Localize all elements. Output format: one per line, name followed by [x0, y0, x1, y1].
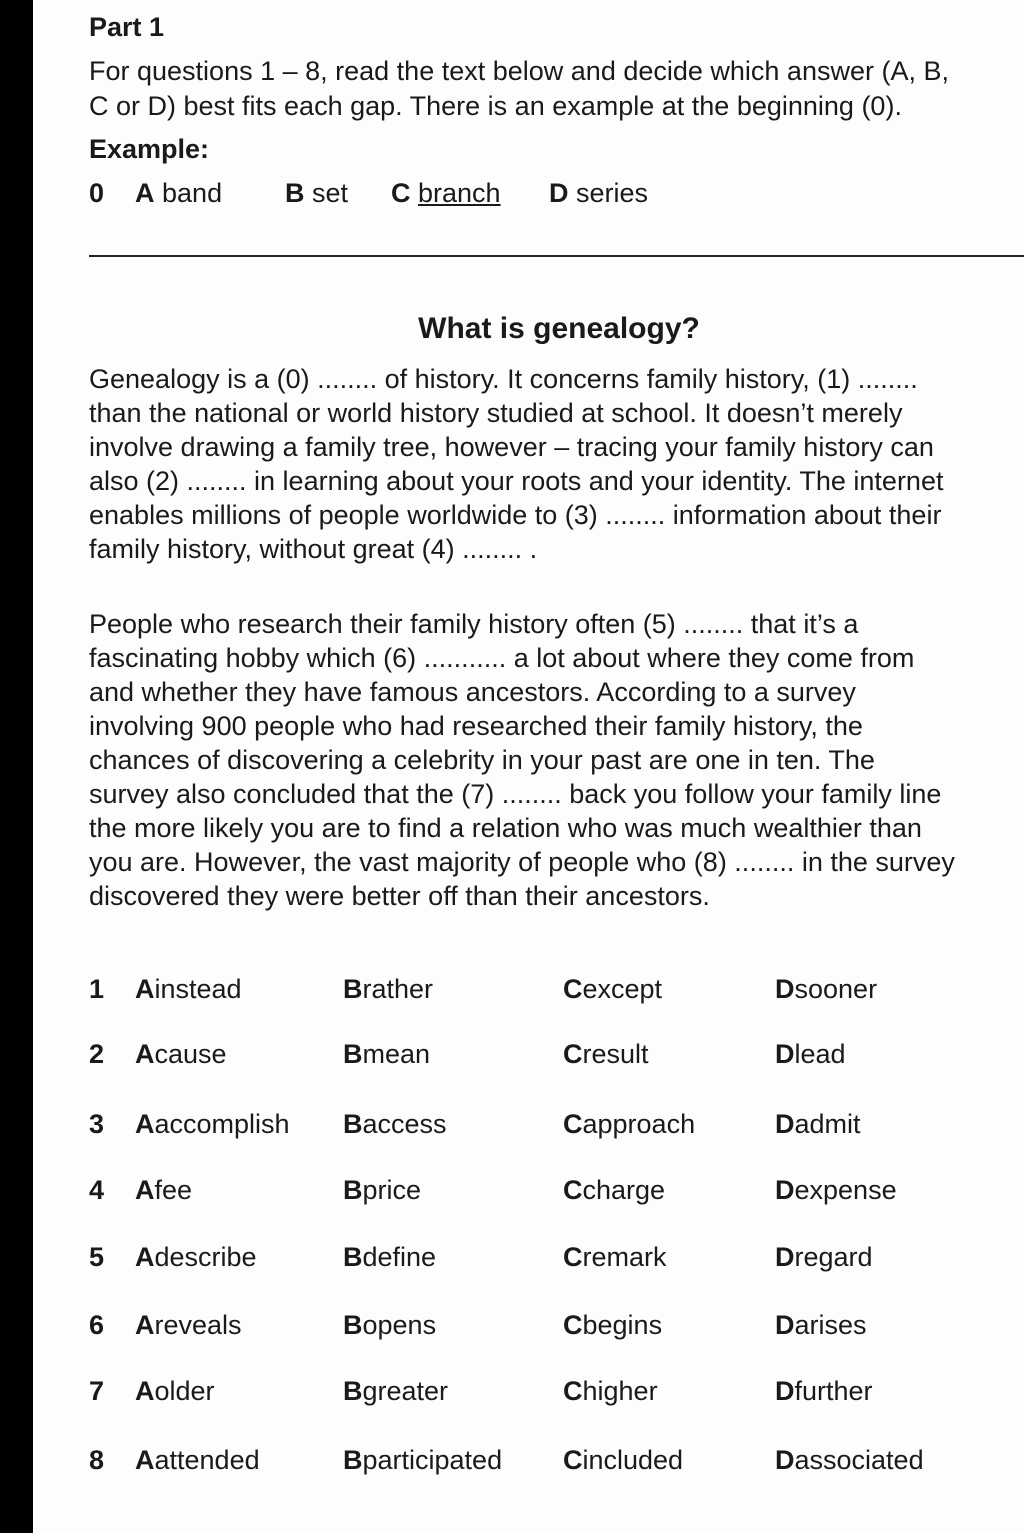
option-d: [775, 1445, 924, 1476]
option-a: [135, 1310, 242, 1341]
option-d: [775, 1242, 873, 1273]
example-option-a-letter: A: [135, 178, 155, 208]
option-text: mean: [362, 1039, 431, 1069]
paragraph-2: [89, 607, 1024, 913]
option-letter: A: [135, 1039, 155, 1069]
example-option-b: [285, 178, 391, 209]
option-a: [135, 1445, 260, 1476]
option-a: [135, 1376, 215, 1407]
option-text: greater: [362, 1376, 449, 1406]
option-a: [135, 974, 242, 1005]
example-option-b-letter: B: [285, 178, 305, 208]
option-letter: C: [563, 1039, 583, 1069]
example-option-d-text: series: [576, 178, 649, 208]
question-number: 2: [89, 1039, 105, 1069]
option-d: [775, 1310, 867, 1341]
option-letter: A: [135, 1310, 155, 1340]
option-c: [563, 1376, 658, 1407]
paragraph-1-line: enables millions of people worldwide to (3) ........ information about their: [89, 500, 942, 530]
option-letter: C: [563, 1376, 583, 1406]
example-option-b-text: set: [312, 178, 349, 208]
option-text: charge: [582, 1175, 666, 1205]
option-letter: D: [775, 1376, 795, 1406]
example-option-c-letter: C: [391, 178, 411, 208]
option-d: [775, 1109, 861, 1140]
option-b: [343, 1039, 431, 1070]
question-number: 7: [89, 1376, 105, 1406]
example-label: Example:: [89, 134, 210, 164]
option-letter: D: [775, 1310, 795, 1340]
question-number: 8: [89, 1445, 105, 1475]
question-number: 5: [89, 1242, 105, 1272]
option-b: [343, 1445, 503, 1476]
option-text: describe: [154, 1242, 257, 1272]
worksheet-page: [33, 0, 1024, 1533]
option-text: except: [582, 974, 663, 1004]
option-c: [563, 1039, 649, 1070]
option-text: opens: [362, 1310, 437, 1340]
option-letter: A: [135, 1175, 155, 1205]
option-text: price: [362, 1175, 422, 1205]
option-text: accomplish: [154, 1109, 290, 1139]
paragraph-2-line: involving 900 people who had researched their family history, the: [89, 711, 863, 741]
example-number: 0: [89, 178, 105, 208]
question-number: 6: [89, 1310, 105, 1340]
option-letter: D: [775, 1242, 795, 1272]
option-d: [775, 1376, 873, 1407]
option-b: [343, 1109, 447, 1140]
option-c: [563, 1175, 666, 1206]
option-text: expense: [794, 1175, 897, 1205]
option-text: participated: [362, 1445, 503, 1475]
paragraph-2-line: discovered they were better off than their ancestors.: [89, 881, 710, 911]
option-text: remark: [582, 1242, 667, 1272]
paragraph-1-line: than the national or world history studied at school. It doesn’t merely: [89, 398, 903, 428]
option-text: define: [362, 1242, 437, 1272]
option-letter: B: [343, 974, 363, 1004]
option-text: rather: [362, 974, 434, 1004]
example-option-c: [391, 178, 549, 209]
text-title: What is genealogy?: [418, 312, 700, 345]
option-letter: C: [563, 1310, 583, 1340]
part-title: Part 1: [89, 12, 165, 42]
option-text: older: [154, 1376, 215, 1406]
option-letter: B: [343, 1039, 363, 1069]
paragraph-1-line: also (2) ........ in learning about your roots and your identity. The internet: [89, 466, 944, 496]
option-a: [135, 1242, 257, 1273]
option-text: further: [794, 1376, 873, 1406]
option-letter: D: [775, 1109, 795, 1139]
example-option-d-letter: D: [549, 178, 569, 208]
option-text: regard: [794, 1242, 873, 1272]
option-letter: B: [343, 1175, 363, 1205]
option-text: associated: [794, 1445, 924, 1475]
option-text: cause: [154, 1039, 227, 1069]
instructions-line-1: For questions 1 – 8, read the text below and decide which answer (A, B,: [89, 56, 949, 86]
option-d: [775, 1039, 846, 1070]
option-letter: A: [135, 1109, 155, 1139]
paragraph-1: [89, 362, 1024, 566]
example-option-d: [549, 178, 648, 209]
instructions: [89, 54, 1024, 124]
option-text: arises: [794, 1310, 867, 1340]
option-a: [135, 1175, 193, 1206]
option-text: attended: [154, 1445, 260, 1475]
option-letter: B: [343, 1310, 363, 1340]
question-number: 4: [89, 1175, 105, 1205]
paragraph-2-line: and whether they have famous ancestors. According to a survey: [89, 677, 856, 707]
paragraph-2-line: you are. However, the vast majority of people who (8) ........ in the survey: [89, 847, 955, 877]
example-option-c-text: branch: [418, 178, 501, 208]
paragraph-2-line: the more likely you are to find a relation who was much wealthier than: [89, 813, 922, 843]
paragraph-2-line: survey also concluded that the (7) ........ back you follow your family line: [89, 779, 942, 809]
option-letter: D: [775, 1039, 795, 1069]
option-letter: C: [563, 974, 583, 1004]
option-letter: D: [775, 974, 795, 1004]
option-c: [563, 974, 663, 1005]
question-number: 3: [89, 1109, 105, 1139]
option-c: [563, 1109, 696, 1140]
option-c: [563, 1445, 684, 1476]
option-letter: C: [563, 1445, 583, 1475]
option-letter: B: [343, 1242, 363, 1272]
option-text: sooner: [794, 974, 878, 1004]
paragraph-1-line: involve drawing a family tree, however – tracing your family history can: [89, 432, 934, 462]
option-letter: A: [135, 974, 155, 1004]
option-a: [135, 1039, 227, 1070]
option-c: [563, 1310, 663, 1341]
option-text: instead: [154, 974, 242, 1004]
option-letter: A: [135, 1242, 155, 1272]
option-letter: B: [343, 1445, 363, 1475]
option-text: included: [582, 1445, 684, 1475]
option-text: reveals: [154, 1310, 242, 1340]
separator-line: [89, 255, 1024, 257]
option-letter: D: [775, 1445, 795, 1475]
option-c: [563, 1242, 667, 1273]
option-letter: B: [343, 1376, 363, 1406]
paragraph-2-line: chances of discovering a celebrity in your past are one in ten. The: [89, 745, 875, 775]
option-b: [343, 974, 434, 1005]
option-d: [775, 1175, 897, 1206]
option-b: [343, 1376, 449, 1407]
option-text: approach: [582, 1109, 696, 1139]
example-row: [89, 178, 648, 209]
option-d: [775, 974, 878, 1005]
option-b: [343, 1310, 437, 1341]
option-text: lead: [794, 1039, 846, 1069]
option-text: fee: [154, 1175, 193, 1205]
option-letter: A: [135, 1376, 155, 1406]
paragraph-2-line: People who research their family history often (5) ........ that it’s a: [89, 609, 859, 639]
option-text: result: [582, 1039, 649, 1069]
option-b: [343, 1242, 437, 1273]
option-letter: D: [775, 1175, 795, 1205]
option-letter: A: [135, 1445, 155, 1475]
option-letter: C: [563, 1175, 583, 1205]
option-letter: C: [563, 1242, 583, 1272]
option-text: admit: [794, 1109, 861, 1139]
option-text: access: [362, 1109, 447, 1139]
example-option-a: [135, 178, 285, 209]
paragraph-2-line: fascinating hobby which (6) ........... a lot about where they come from: [89, 643, 915, 673]
option-a: [135, 1109, 290, 1140]
option-letter: C: [563, 1109, 583, 1139]
example-option-a-text: band: [162, 178, 223, 208]
paragraph-1-line: family history, without great (4) ........ .: [89, 534, 538, 564]
option-b: [343, 1175, 422, 1206]
question-number: 1: [89, 974, 105, 1004]
option-text: higher: [582, 1376, 658, 1406]
instructions-line-2: C or D) best fits each gap. There is an example at the beginning (0).: [89, 91, 902, 121]
option-letter: B: [343, 1109, 363, 1139]
option-text: begins: [582, 1310, 663, 1340]
paragraph-1-line: Genealogy is a (0) ........ of history. It concerns family history, (1) ........: [89, 364, 918, 394]
